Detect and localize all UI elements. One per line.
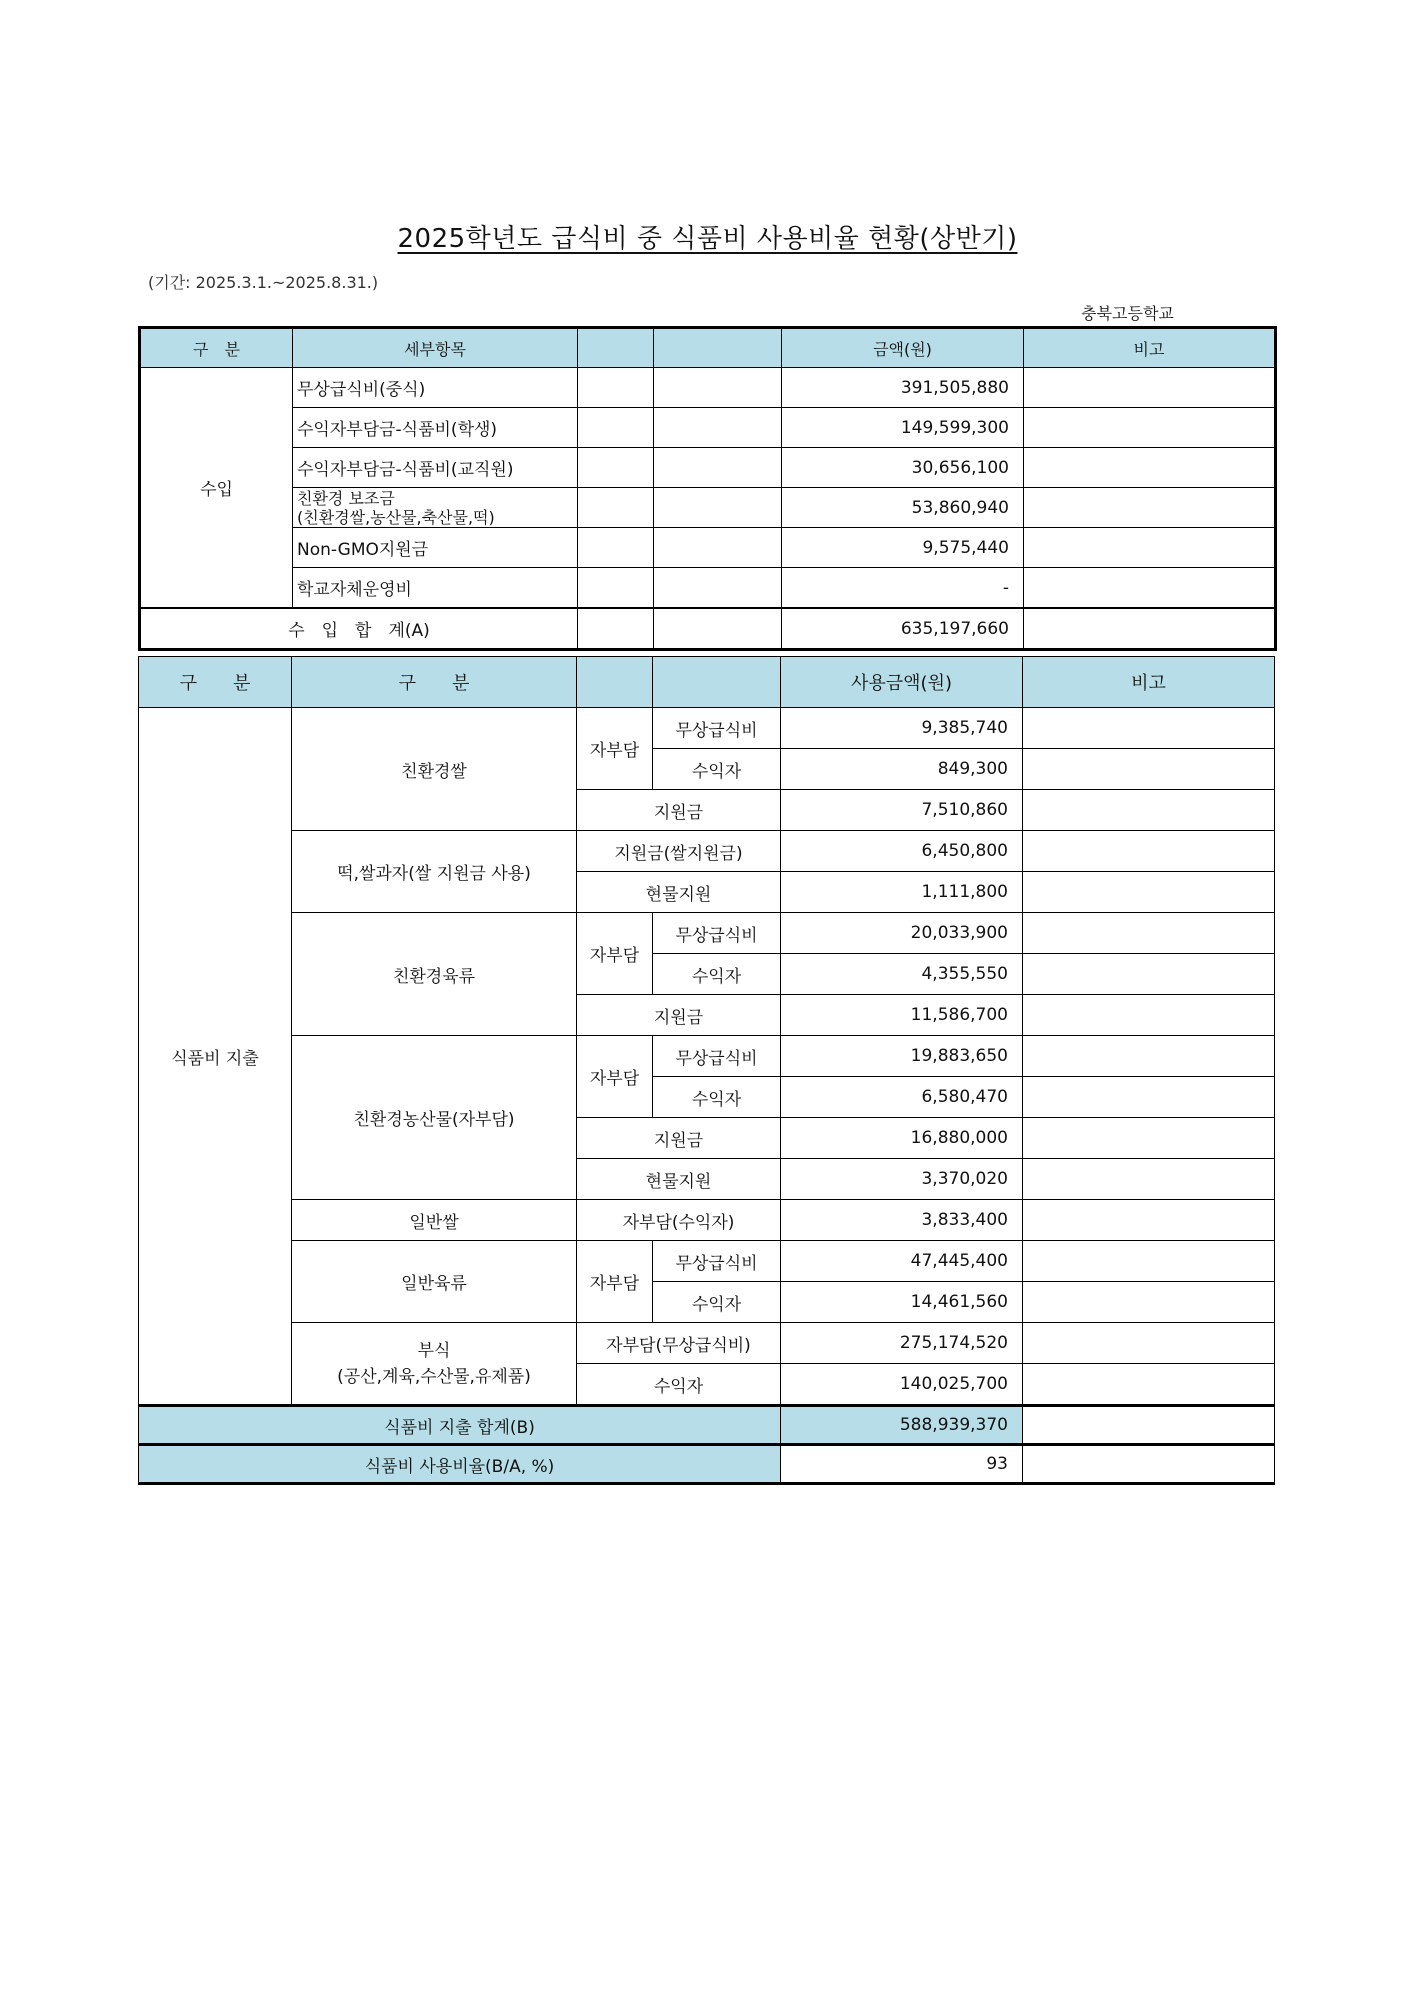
expense-amount: 3,833,400 — [781, 1200, 1023, 1241]
expense-amount: 16,880,000 — [781, 1118, 1023, 1159]
header-blank — [578, 328, 654, 368]
expense-amount: 140,025,700 — [781, 1364, 1023, 1406]
sub-label: 수익자 — [653, 749, 781, 790]
income-total-amount: 635,197,660 — [782, 608, 1024, 650]
income-total-row — [140, 608, 1276, 650]
expense-group-name: 친환경쌀 — [292, 708, 577, 831]
expense-group-name — [292, 1323, 577, 1406]
expense-amount: 849,300 — [781, 749, 1023, 790]
table-row — [139, 913, 1275, 954]
header-amount: 사용금액(원) — [781, 657, 1023, 708]
income-amount: 149,599,300 — [782, 408, 1024, 448]
expense-total-label: 식품비 지출 합계(B) — [139, 1406, 781, 1445]
expense-amount: 20,033,900 — [781, 913, 1023, 954]
expense-amount: 6,580,470 — [781, 1077, 1023, 1118]
income-item: 수익자부담금-식품비(학생) — [293, 408, 578, 448]
header-category: 구 분 — [140, 328, 293, 368]
income-amount: 391,505,880 — [782, 368, 1024, 408]
sub-label: 자부담(수익자) — [577, 1200, 781, 1241]
sub-label: 현물지원 — [577, 872, 781, 913]
expense-group-name: 친환경육류 — [292, 913, 577, 1036]
income-table — [138, 326, 1277, 651]
income-item: 학교자체운영비 — [293, 568, 578, 609]
expense-amount: 1,111,800 — [781, 872, 1023, 913]
self-label: 자부담 — [577, 1241, 653, 1323]
expense-total-row — [139, 1406, 1275, 1445]
table-row — [140, 528, 1276, 568]
table-row — [139, 1200, 1275, 1241]
table-row — [140, 568, 1276, 609]
period-text: (기간: 2025.3.1.~2025.8.31.) — [148, 273, 379, 292]
table-row — [139, 1036, 1275, 1077]
expense-amount: 6,450,800 — [781, 831, 1023, 872]
table-row — [139, 708, 1275, 749]
expense-amount: 275,174,520 — [781, 1323, 1023, 1364]
expense-header-row — [139, 657, 1275, 708]
expense-group-name: 일반쌀 — [292, 1200, 577, 1241]
sub-label: 수익자 — [577, 1364, 781, 1406]
income-item: Non-GMO지원금 — [293, 528, 578, 568]
sub-label: 지원금(쌀지원금) — [577, 831, 781, 872]
income-item — [293, 488, 578, 528]
expense-table — [138, 656, 1275, 1485]
ratio-value: 93 — [781, 1445, 1023, 1484]
table-row — [139, 1323, 1275, 1364]
expense-group-name: 일반육류 — [292, 1241, 577, 1323]
income-item-line1: 친환경 보조금 — [297, 488, 395, 508]
self-label: 자부담 — [577, 708, 653, 790]
income-amount: 9,575,440 — [782, 528, 1024, 568]
expense-amount: 19,883,650 — [781, 1036, 1023, 1077]
income-amount: - — [782, 568, 1024, 609]
sub-label: 수익자 — [653, 954, 781, 995]
expense-group-name: 떡,쌀과자(쌀 지원금 사용) — [292, 831, 577, 913]
header-sub: 구 분 — [292, 657, 577, 708]
income-item: 수익자부담금-식품비(교직원) — [293, 448, 578, 488]
sub-label: 무상급식비 — [653, 708, 781, 749]
sub-label: 지원금 — [577, 1118, 781, 1159]
sub-label: 무상급식비 — [653, 1241, 781, 1282]
header-blank — [577, 657, 653, 708]
expense-amount: 11,586,700 — [781, 995, 1023, 1036]
expense-amount: 9,385,740 — [781, 708, 1023, 749]
income-item-line2: (친환경쌀,농산물,축산물,떡) — [297, 507, 495, 527]
income-amount: 53,860,940 — [782, 488, 1024, 528]
income-amount: 30,656,100 — [782, 448, 1024, 488]
income-header-row — [140, 328, 1276, 368]
header-blank — [654, 328, 782, 368]
table-row — [139, 1241, 1275, 1282]
self-label: 자부담 — [577, 1036, 653, 1118]
expense-amount: 7,510,860 — [781, 790, 1023, 831]
self-label: 자부담 — [577, 913, 653, 995]
table-row — [139, 831, 1275, 872]
sub-label: 지원금 — [577, 790, 781, 831]
header-amount: 금액(원) — [782, 328, 1024, 368]
ratio-row — [139, 1445, 1275, 1484]
header-item: 세부항목 — [293, 328, 578, 368]
expense-amount: 14,461,560 — [781, 1282, 1023, 1323]
header-blank — [653, 657, 781, 708]
header-note: 비고 — [1023, 657, 1275, 708]
expense-group-name: 친환경농산물(자부담) — [292, 1036, 577, 1200]
school-name: 충북고등학교 — [1081, 304, 1174, 323]
expense-amount: 47,445,400 — [781, 1241, 1023, 1282]
sub-label: 자부담(무상급식비) — [577, 1323, 781, 1364]
table-row — [140, 448, 1276, 488]
header-category: 구 분 — [139, 657, 292, 708]
group-name-line1: 부식 — [417, 1340, 451, 1361]
header-note: 비고 — [1024, 328, 1276, 368]
table-row — [140, 408, 1276, 448]
income-category: 수입 — [140, 368, 293, 609]
sub-label: 현물지원 — [577, 1159, 781, 1200]
group-name-line2: (공산,계육,수산물,유제품) — [337, 1366, 531, 1387]
expense-category: 식품비 지출 — [139, 708, 292, 1406]
expense-amount: 3,370,020 — [781, 1159, 1023, 1200]
page-title: 2025학년도 급식비 중 식품비 사용비율 현황(상반기) — [397, 224, 1018, 254]
sub-label: 수익자 — [653, 1282, 781, 1323]
sub-label: 무상급식비 — [653, 913, 781, 954]
ratio-label: 식품비 사용비율(B/A, %) — [139, 1445, 781, 1484]
table-row — [140, 368, 1276, 408]
income-total-label: 수 입 합 계(A) — [140, 608, 578, 650]
sub-label: 수익자 — [653, 1077, 781, 1118]
expense-amount: 4,355,550 — [781, 954, 1023, 995]
expense-total-amount: 588,939,370 — [781, 1406, 1023, 1445]
income-item: 무상급식비(중식) — [293, 368, 578, 408]
table-row — [140, 488, 1276, 528]
sub-label: 무상급식비 — [653, 1036, 781, 1077]
sub-label: 지원금 — [577, 995, 781, 1036]
